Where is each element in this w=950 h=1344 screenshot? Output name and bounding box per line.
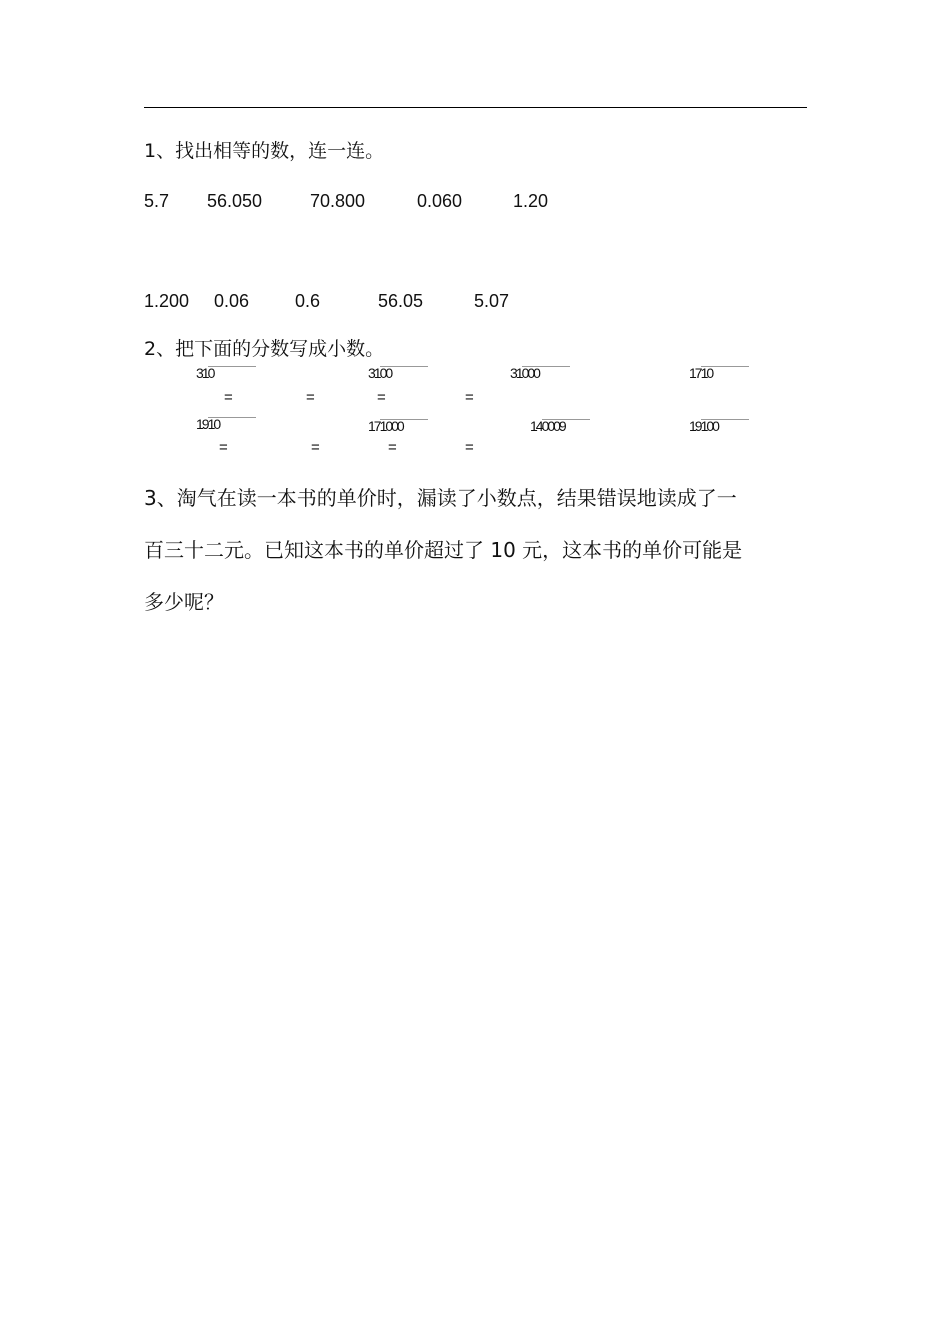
fraction-item [689,366,749,392]
q1-bottom-item: 5.07 [474,291,510,311]
equals-sign: = [465,389,474,406]
q3-line-1: 3、淘气在读一本书的单价时，漏读了小数点，结果错误地读成了一 [144,486,737,510]
fraction-label: 1710 [689,365,713,381]
q1-top-item: 5.7 [144,191,170,211]
equals-sign: = [388,439,397,456]
q1-top-item: 0.060 [417,191,463,211]
q1-title: 1、找出相等的数，连一连。 [144,140,385,162]
equals-sign: = [224,389,233,406]
fraction-label: 3100 [368,365,392,381]
fraction-label: 171000 [368,418,403,434]
equals-sign: = [377,389,386,406]
q1-bottom-item: 1.200 [144,291,190,311]
equals-sign: = [465,439,474,456]
header-rule [144,107,807,108]
fraction-item [689,419,749,445]
fraction-item [530,419,590,445]
q1-bottom-item: 0.6 [295,291,321,311]
fraction-label: 310 [196,365,214,381]
fraction-label: 1910 [196,416,220,432]
q1-top-item: 70.800 [310,191,366,211]
q1-bottom-item: 0.06 [214,291,250,311]
fraction-item [368,419,428,445]
q3-line-2: 百三十二元。已知这本书的单价超过了 10 元，这本书的单价可能是 [144,538,743,562]
q2-title: 2、把下面的分数写成小数。 [144,338,385,360]
q1-top-item: 1.20 [513,191,549,211]
fraction-label: 31000 [510,365,539,381]
equals-sign: = [311,439,320,456]
fraction-label: 140009 [530,418,565,434]
q1-top-item: 56.050 [207,191,263,211]
equals-sign: = [219,439,228,456]
q3-line-3: 多少呢？ [144,590,224,614]
fraction-label: 19100 [689,418,718,434]
fraction-item [510,366,570,392]
fraction-bar [208,366,256,367]
equals-sign: = [306,389,315,406]
q1-bottom-item: 56.05 [378,291,424,311]
